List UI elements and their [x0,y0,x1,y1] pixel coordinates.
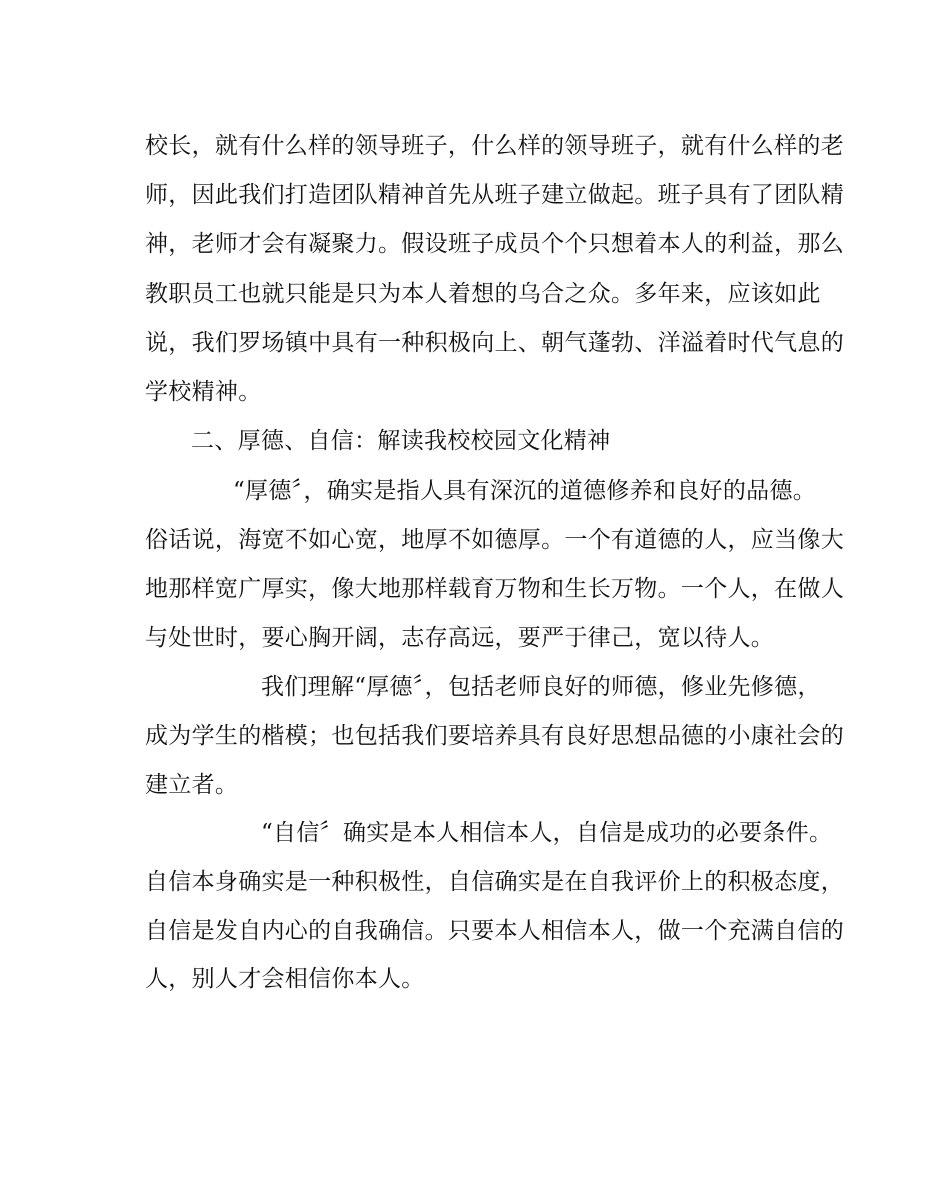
text-line-15: “自信〞确实是本人相信本人，自信是成功的必要条件。 [261,820,833,846]
text-line-9: 俗话说，海宽不如心宽，地厚不如德厚。一个有道德的人，应当像大 [145,527,844,553]
text-line-6: 学校精神。 [145,379,262,405]
text-line-4: 教职员工也就只能是只为本人着想的乌合之众。多年来，应该如此 [145,281,821,307]
text-line-12: 我们理解“厚德〞，包括老师良好的师德，修业先修德， [261,674,821,700]
text-line-5: 说，我们罗场镇中具有一种积极向上、朝气蓬勃、洋溢着时代气息的 [145,330,844,356]
text-line-18: 人，别人才会相信你本人。 [145,966,425,992]
text-line-17: 自信是发自内心的自我确信。只要本人相信本人，做一个充满自信的 [145,918,844,944]
text-line-2: 师，因此我们打造团队精神首先从班子建立做起。班子具有了团队精 [145,182,844,208]
text-line-8: “厚德〞，确实是指人具有深沉的道德修养和良好的品德。 [233,478,817,504]
text-line-13: 成为学生的楷模；也包括我们要培养具有良好思想品德的小康社会的 [145,723,844,749]
text-line-10: 地那样宽广厚实，像大地那样载育万物和生长万物。一个人，在做人 [145,576,844,602]
text-line-1: 校长，就有什么样的领导班子，什么样的领导班子，就有什么样的老 [145,133,844,159]
text-line-11: 与处世时，要心胸开阔，志存高远，要严于律己，宽以待人。 [145,625,775,651]
text-line-16: 自信本身确实是一种积极性，自信确实是在自我评价上的积极态度， [145,869,844,895]
text-line-14: 建立者。 [145,772,239,798]
section-heading: 二、厚德、自信：解读我校校园文化精神 [191,428,611,454]
text-line-3: 神，老师才会有凝聚力。假设班子成员个个只想着本人的利益，那么 [145,231,844,257]
